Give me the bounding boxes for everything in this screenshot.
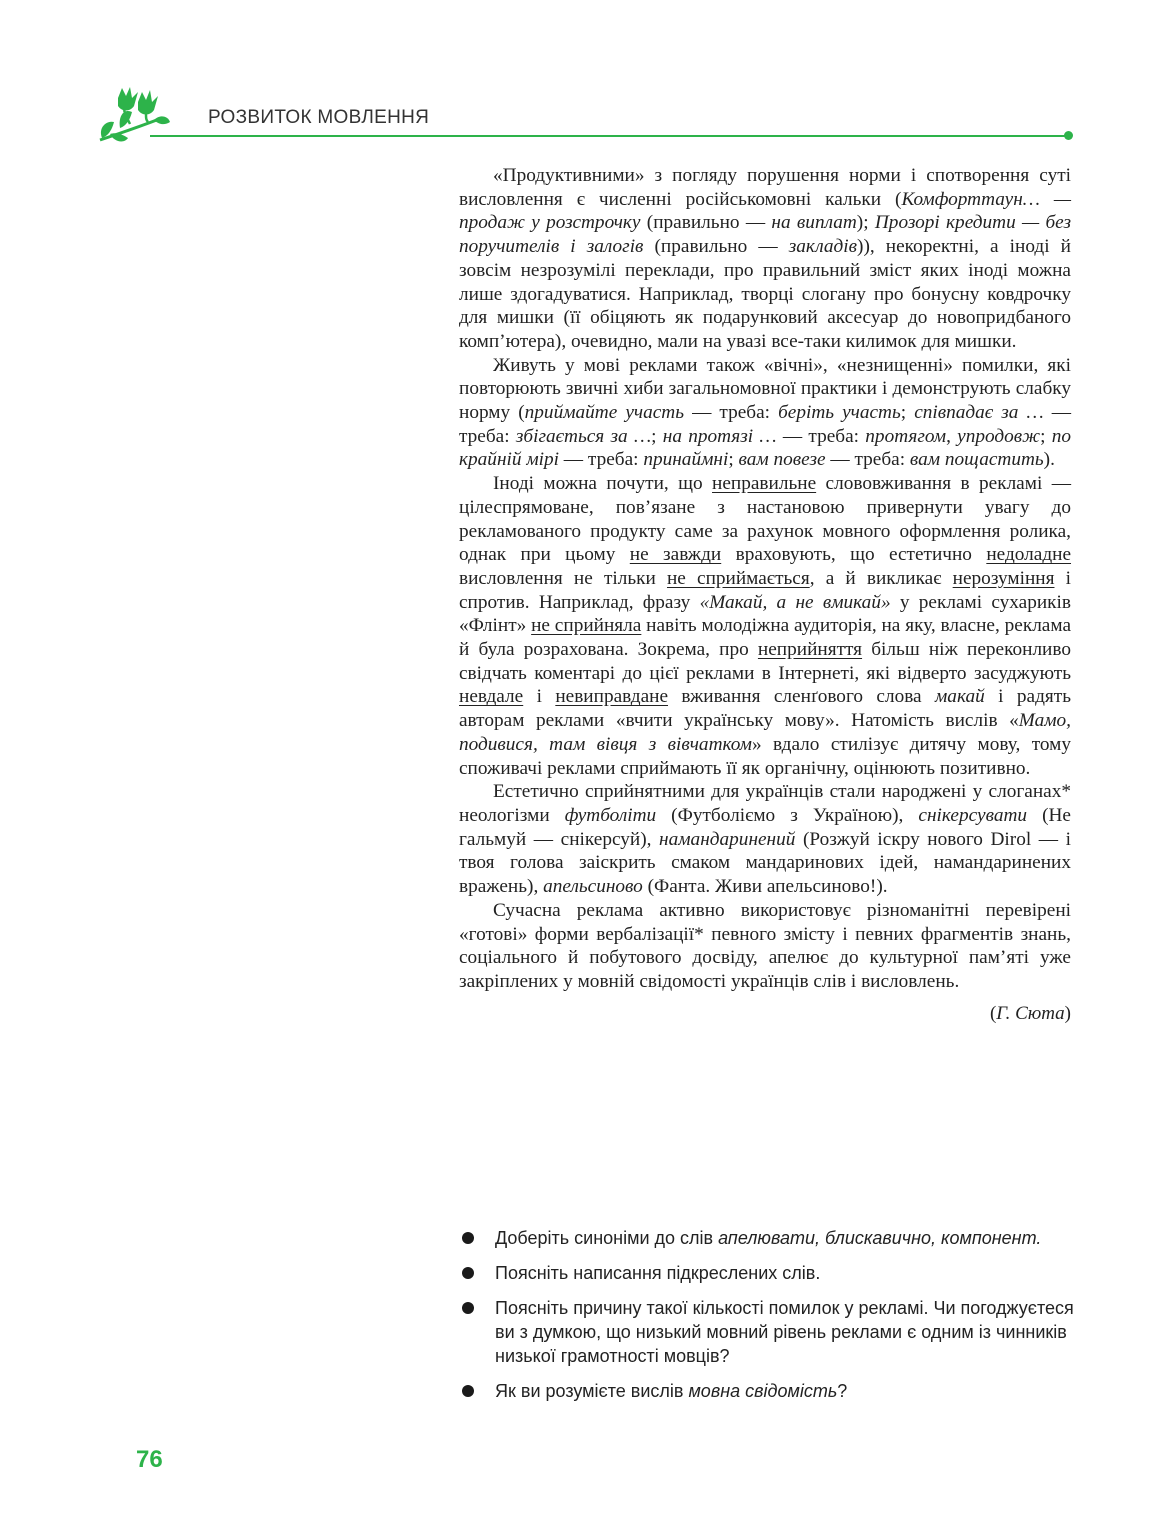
- underlined-word: недоладне: [986, 544, 1072, 566]
- paragraph: [459, 899, 1071, 994]
- italic-text: снікерсувати: [918, 804, 1028, 826]
- italic-text: співпадає за …: [914, 402, 1044, 424]
- italic-text: вам пощастить: [909, 449, 1044, 471]
- underlined-word: невдале: [459, 686, 524, 708]
- text-run: Іноді можна почути, що: [493, 473, 713, 495]
- text-run: — треба:: [558, 449, 644, 471]
- italic-text: закладів: [788, 236, 858, 258]
- italic-text: збігається за …: [515, 425, 652, 447]
- bullet-icon: [462, 1385, 474, 1397]
- text-run: ?: [837, 1381, 848, 1401]
- text-run: і радять авторам реклами «вчити українську мову». Натомість вислів «: [459, 686, 1071, 732]
- task-item: [459, 1261, 1079, 1285]
- underlined-word: нерозуміння: [952, 567, 1055, 589]
- bullet-icon: [462, 1302, 474, 1314]
- text-run: — треба:: [776, 425, 866, 447]
- underlined-word: неправильне: [712, 473, 817, 495]
- text-run: (Не гальмуй — снікерсуй),: [459, 804, 1071, 850]
- italic-text: на протязі …: [662, 425, 777, 447]
- italic-text: Мамо, подивися, там вівця з вівчатком: [459, 710, 1071, 755]
- text-run: (правильно —: [643, 236, 789, 258]
- italic-text: вам повезе: [738, 449, 826, 471]
- text-run: );: [856, 212, 875, 234]
- text-run: Доберіть синоніми до слів: [495, 1228, 719, 1248]
- text-run: ;: [900, 402, 915, 424]
- underlined-word: не сприймається: [666, 567, 810, 589]
- task-item: [459, 1226, 1079, 1250]
- italic-text: макай: [935, 686, 985, 708]
- text-run: )), некоректні, а іноді й зовсім незрозумілі переклади, про правильний зміст яких іноді можна лише здогадуватися. Наприклад, творці слогану про бонусну ковдрочку для мишки (її обіцяють як подарунковий аксесуар до новопридбаного комп’ютера), очевидно, мали на увазі все-таки килимок для мишки.: [459, 236, 1071, 352]
- text-run: ;: [1040, 425, 1052, 447]
- underlined-word: невиправдане: [555, 686, 669, 708]
- underlined-word: не завжди: [629, 544, 722, 566]
- text-run: більш ніж переконливо свідчать коментарі до цієї реклами в Інтернеті, які відверто засуджують: [459, 639, 1071, 684]
- bullet-icon: [462, 1232, 474, 1244]
- text-run: ;: [651, 425, 663, 447]
- text-run: і: [523, 686, 556, 708]
- italic-text: по крайній мірі: [459, 425, 1072, 471]
- text-run: (Футболіємо з Україною),: [656, 804, 919, 826]
- author-name: Г. Сюта: [996, 1002, 1065, 1024]
- italic-text: Прозорі кредити — без поручителів і залогів: [459, 212, 1071, 258]
- text-run: » вдало стилізує дитячу мову, тому споживачі реклами сприймають її як органічну, оцінюють позитивно.: [459, 733, 1071, 779]
- bullet-icon: [462, 1267, 474, 1279]
- task-item: [459, 1296, 1079, 1368]
- italic-text: принаймні: [643, 449, 729, 471]
- text-run: Поясніть причину такої кількості помилок у рекламі. Чи погоджуєтеся ви з думкою, що низький мовний рівень реклами є одним із чинників низької грамотності мовців?: [495, 1298, 1074, 1366]
- paragraph: [459, 472, 1071, 780]
- header-rule: [150, 135, 1068, 137]
- text-run: і спротив. Наприклад, фразу: [459, 567, 1071, 613]
- header-rule-dot: [1064, 131, 1073, 140]
- italic-text: «Макай, а не вмикай»: [699, 591, 891, 613]
- text-run: — треба:: [825, 449, 910, 471]
- text-run: навіть молодіжна аудиторія, на яку, власне, реклама й була розрахована. Зокрема, про: [459, 615, 1071, 661]
- text-run: (Фанта. Живи апельсиново!).: [642, 876, 888, 898]
- text-run: «Продуктивними» з погляду порушення норми і спотворення суті висловлення є численні російськомовні кальки (: [459, 165, 1071, 210]
- paragraph: [459, 164, 1071, 354]
- italic-text: на виплат: [771, 212, 857, 234]
- text-run: — треба:: [459, 402, 1071, 447]
- text-run: — треба:: [684, 402, 779, 424]
- task-list: [459, 1226, 1079, 1414]
- text-run: висловлення не тільки: [459, 567, 667, 589]
- italic-text: мовна свідомість: [688, 1381, 838, 1401]
- text-run: Як ви розумієте вислів: [495, 1381, 689, 1401]
- underlined-word: не сприйняла: [531, 615, 642, 637]
- paragraphs: [459, 164, 1071, 994]
- text-run: Естетично сприйнятними для українців стали народжені у слоганах* неологізми: [459, 781, 1071, 826]
- text-run: ).: [1043, 449, 1055, 471]
- text-run: Живуть у мові реклами також «вічні», «незнищенні» помилки, які повторюють звичні хиби загальномовної практики і демонструють слабку норму (: [459, 354, 1071, 424]
- text-run: вживання сленґового слова: [668, 686, 935, 708]
- paragraph: [459, 780, 1071, 899]
- text-run: ,: [946, 425, 958, 447]
- italic-text: протягом: [865, 425, 947, 447]
- italic-text: приймайте участь: [524, 402, 684, 424]
- text-run: Поясніть написання підкреслених слів.: [495, 1263, 821, 1283]
- text-run: враховують, що естетично: [721, 544, 987, 566]
- text-run: слововживання в рекламі — цілеспрямоване, пов’язане з настановою привернути увагу до рекламованого продукту саме за рахунок мовного оформлення ролика, однак при цьому: [459, 473, 1071, 566]
- text-run: у рекламі сухариків «Флінт»: [459, 591, 1071, 637]
- paragraph: [459, 354, 1071, 473]
- text-run: , а й викликає: [809, 567, 953, 589]
- underlined-word: неприйняття: [757, 639, 863, 661]
- italic-text: упродовж: [957, 425, 1041, 447]
- text-run: (правильно —: [640, 212, 772, 234]
- italic-text: апельсиново: [543, 876, 643, 898]
- text-run: (Розжуй іскру нового Dirol — і твоя голова заіскрить смаком мандаринових ідей, намандаринених вражень),: [459, 828, 1071, 898]
- section-title: РОЗВИТОК МОВЛЕННЯ: [208, 107, 430, 128]
- page-number: 76: [136, 1446, 163, 1473]
- page-header: [0, 0, 1162, 160]
- italic-text: беріть участь: [778, 402, 901, 424]
- italic-text: футболіти: [564, 804, 657, 826]
- author-attribution: (Г. Сюта): [989, 1002, 1071, 1024]
- text-run: ;: [728, 449, 739, 471]
- text-run: Сучасна реклама активно використовує різноманітні перевірені «готові» форми вербалізації* певного змісту і певних фрагментів знань, соціального й побутового досвіду, апелює до культурної пам’яті уже закріплених у мовній свідомості українців слів і висловлень.: [459, 899, 1071, 992]
- italic-text: намандаринений: [659, 828, 796, 850]
- italic-text: Комфорттаун… — продаж у розстрочку: [459, 188, 1071, 234]
- article-text: [459, 164, 1071, 1025]
- task-item: [459, 1379, 1079, 1403]
- italic-text: апелювати, блискавично, компонент.: [718, 1228, 1042, 1248]
